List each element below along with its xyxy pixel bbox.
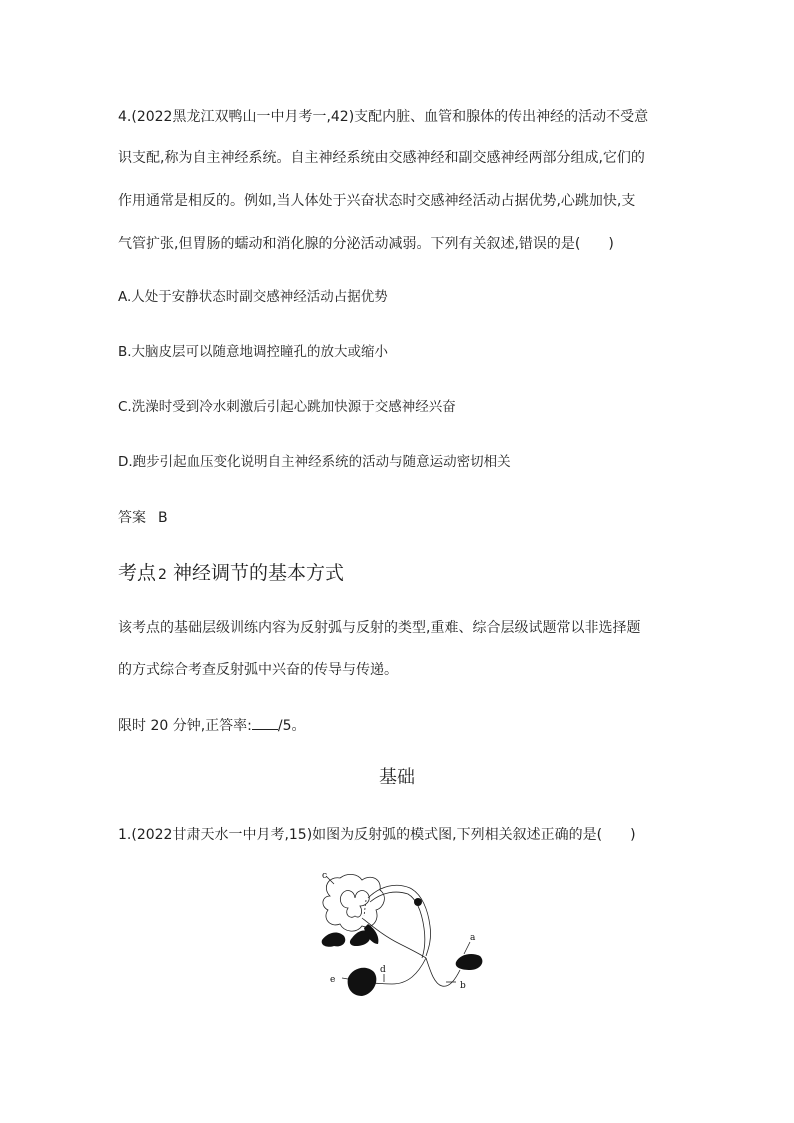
label-d: d: [380, 965, 386, 975]
spinal-cord-outline: [323, 874, 384, 931]
ventral-horn-left: [322, 933, 346, 947]
section-heading: [118, 560, 344, 588]
grey-matter-outline: [340, 891, 369, 918]
question1-stem: 1.(2022甘肃天水一中月考,15)如图为反射弧的模式图,下列相关叙述正确的是( ): [118, 827, 636, 843]
label-b: b: [460, 981, 466, 991]
score-blank: [252, 715, 278, 730]
question4-line-3: 作用通常是相反的。例如,当人体处于兴奋状态时交感神经活动占据优势,心跳加快,支: [118, 193, 636, 209]
time-limit-prefix: 限时 20 分钟,正答率:: [118, 718, 252, 734]
label-e: e: [330, 975, 336, 985]
section-prefix: 考点: [118, 562, 157, 584]
answer-value: B: [158, 510, 168, 526]
effector-e: [348, 968, 377, 996]
receptor-a: [456, 954, 483, 970]
ganglion-icon: [414, 898, 422, 906]
question4-line-4: 气管扩张,但胃肠的蠕动和消化腺的分泌活动减弱。下列有关叙述,错误的是( ): [118, 236, 614, 252]
interneuron: [364, 900, 366, 916]
answer: [118, 508, 168, 528]
time-limit-suffix: /5。: [277, 718, 306, 734]
label-a: a: [470, 933, 476, 943]
label-c: c: [322, 871, 328, 881]
option-c: C.洗澡时受到冷水刺激后引起心跳加快源于交感神经兴奋: [118, 399, 456, 415]
section-intro-line-1: 该考点的基础层级训练内容为反射弧与反射的类型,重难、综合层级试题常以非选择题: [118, 620, 641, 636]
option-b: B.大脑皮层可以随意地调控瞳孔的放大或缩小: [118, 344, 389, 360]
option-d: D.跑步引起血压变化说明自主神经系统的活动与随意运动密切相关: [118, 454, 511, 470]
time-limit: [118, 715, 306, 736]
question4-line-1: 4.(2022黑龙江双鸭山一中月考一,42)支配内脏、血管和腺体的传出神经的活动不受意: [118, 109, 649, 125]
question4-line-2: 识支配,称为自主神经系统。自主神经系统由交感神经和副交感神经两部分组成,它们的: [118, 150, 645, 166]
section-number: 2: [158, 567, 167, 583]
option-a: A.人处于安静状态时副交感神经活动占据优势: [118, 289, 388, 305]
section-intro-line-2: 的方式综合考查反射弧中兴奋的传导与传递。: [118, 662, 398, 678]
answer-label: 答案: [118, 510, 146, 526]
reflex-arc-diagram: [300, 866, 500, 1006]
afferent-fibre: [368, 885, 431, 956]
section-title: 神经调节的基本方式: [172, 562, 344, 584]
pointer-c: [326, 876, 334, 884]
level-heading: 基础: [379, 767, 415, 788]
pointer-a: [464, 942, 470, 954]
